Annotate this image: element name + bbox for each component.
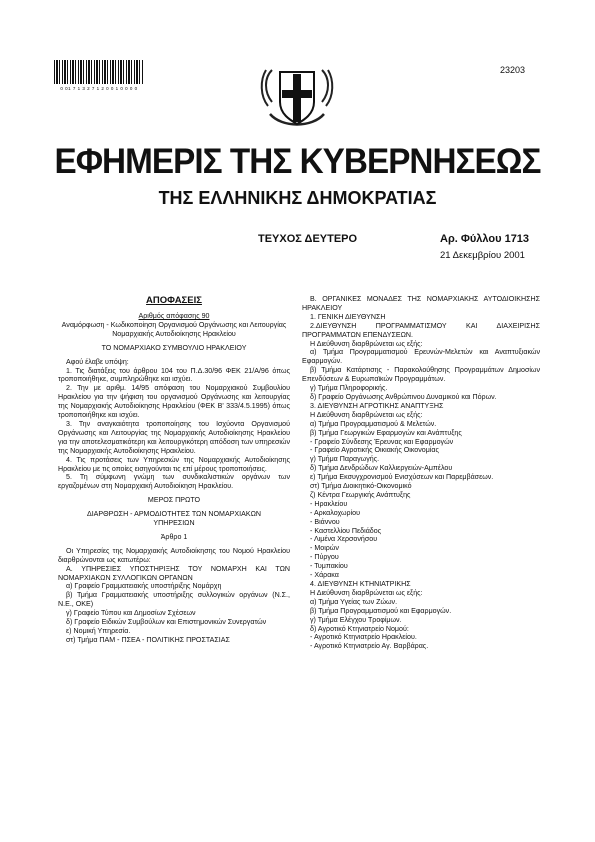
paragraph: 3. Την αναγκαιότητα τροποποίησης του Ισχύοντα Οργανισμού Οργάνωσης και Λειτουργίας της Νομαρχιακής Αυτοδιοίκησης Ηρακλείου για την αποτελεσματικότερη και λειτουργικότερη απόδοση των υπηρεσιών της Νομαρχιακής Αυτοδιοίκησης Ηρακλείου. [58, 419, 290, 455]
list-item: - Αγροτικό Κτηνιατρείο Αγ. Βαρβάρας. [310, 642, 429, 651]
paragraph: 4. Τις προτάσεις των Υπηρεσιών της Νομαρχιακής Αυτοδιοίκησης Ηρακλείου με τις οποίες εισηγούνται τις επί μέρους τροποποιήσεις. [58, 455, 290, 473]
section-heading: ΑΠΟΦΑΣΕΙΣ [146, 295, 202, 306]
list-item: - Γραφείο Σύνδεσης Έρευνας και Εφαρμογών [310, 437, 454, 446]
list-item: β) Τμήμα Κατάρτισης - Παρακολούθησης Προγραμμάτων Δημοσίων Επενδύσεων & Ευρωπαϊκών Προγραμμάτων. [302, 366, 540, 384]
barcode [54, 60, 144, 84]
paragraph: 1. Τις διατάξεις του άρθρου 104 του Π.Δ.30/96 ΦΕΚ 21/Α/96 όπως τροποποιήθηκε, συμπληρώθηκε και ισχύει. [58, 366, 290, 384]
list-item: ε) Νομική Υπηρεσία. [66, 627, 131, 635]
section-title: Β. ΟΡΓΑΝΙΚΕΣ ΜΟΝΑΔΕΣ ΤΗΣ ΝΟΜΑΡΧΙΑΚΗΣ ΑΥΤΟΔΙΟΙΚΗΣΗΣ ΗΡΑΚΛΕΙΟΥ [302, 295, 540, 312]
gazette-title: ΕΦΗΜΕΡΙΣ ΤΗΣ ΚΥΒΕΡΝΗΣΕΩΣ [54, 142, 541, 181]
list-item: δ) Γραφείο Ειδικών Συμβούλων και Επιστημονικών Συνεργατών [66, 618, 267, 627]
list-item: ζ) Κέντρα Γεωργικής Ανάπτυξης [310, 490, 411, 499]
list-item: - Αρκαλοχωρίου [310, 508, 360, 517]
paragraph: Α. ΥΠΗΡΕΣΙΕΣ ΥΠΟΣΤΗΡΙΞΗΣ ΤΟΥ ΝΟΜΑΡΧΗ ΚΑΙ ΤΩΝ ΝΟΜΑΡΧΙΑΚΩΝ ΣΥΛΛΟΓΙΚΩΝ ΟΡΓΑΝΩΝ [58, 564, 290, 582]
list-item: στ) Τμήμα Διοικητικό-Οικονομικό [310, 482, 412, 491]
list-item: - Ηρακλείου [310, 499, 348, 508]
list-item: Η Διεύθυνση διαρθρώνεται ως εξής: [310, 588, 423, 597]
left-column [58, 295, 290, 645]
list-item: Η Διεύθυνση διαρθρώνεται ως εξής: [310, 339, 423, 348]
list-item: β) Τμήμα Προγραμματισμού και Εφαρμογών. [310, 606, 452, 615]
list-item: γ) Τμήμα Ελέγχου Τροφίμων. [310, 615, 402, 624]
issue-date: 21 Δεκεμβρίου 2001 [440, 250, 525, 261]
list-item: γ) Τμήμα Παραγωγής. [310, 455, 380, 464]
paragraph: 2. Την με αριθμ. 14/95 απόφαση του Νομαρχιακού Συμβουλίου Ηρακλείου για την ψήφιση του οργανισμού Οργάνωσης και λειτουργίας της Νομαρχιακής Αυτοδιοίκησης Ηρακλείου (ΦΕΚ Β' 333/4.5.1995) όπως τροποποιήθηκε και ισχύει. [58, 384, 290, 420]
list-item: - Τυμπακίου [310, 562, 348, 571]
list-item: - Χάρακα [310, 571, 339, 580]
list-item: α) Γραφείο Γραμματειακής υποστήριξης Νομάρχη [66, 582, 222, 591]
part-title: ΥΠΗΡΕΣΙΩΝ [153, 519, 195, 528]
paragraph: Οι Υπηρεσίες της Νομαρχιακής Αυτοδιοίκησης του Νομού Ηρακλείου διαρθρώνονται ως κατωτέρω: [58, 546, 290, 564]
list-item: γ) Τμήμα Πληροφορικής. [310, 384, 388, 393]
gazette-subtitle: ΤΗΣ ΕΛΛΗΝΙΚΗΣ ΔΗΜΟΚΡΑΤΙΑΣ [158, 188, 437, 208]
directorate-heading: 4. ΔΙΕΥΘΥΝΣΗ ΚΤΗΝΙΑΤΡΙΚΗΣ [310, 580, 411, 588]
list-item: - Βιάννου [310, 517, 340, 526]
part-label: ΜΕΡΟΣ ΠΡΩΤΟ [147, 496, 201, 505]
right-column [302, 295, 540, 651]
issue-label: ΤΕΥΧΟΣ ΔΕΥΤΕΡΟ [258, 233, 358, 245]
list-item: α) Τμήμα Προγραμματισμού Ερευνών-Μελετών και Αναπτυξιακών Εφαρμογών. [302, 348, 540, 366]
list-item: - Καστελλίου Πεδιάδος [310, 526, 382, 535]
list-item: Η Διεύθυνση διαρθρώνεται ως εξής: [310, 410, 423, 419]
paragraph: Αφού έλαβε υπόψη: [66, 357, 129, 366]
list-item: - Αγροτικό Κτηνιατρείο Ηρακλείου. [310, 633, 417, 642]
list-item: - Πύργου [310, 553, 339, 562]
list-item: δ) Τμήμα Δενδρώδων Καλλιεργειών-Αμπέλου [310, 464, 453, 473]
list-item: δ) Αγροτικό Κτηνιατρείο Νομού: [310, 624, 409, 633]
list-item: γ) Γραφείο Τύπου και Δημοσίων Σχέσεων [66, 609, 196, 618]
list-item: δ) Γραφείο Οργάνωσης Ανθρώπινου Δυναμικού και Πόρων. [310, 392, 497, 401]
directorate-heading: 2.ΔΙΕΥΘΥΝΣΗ ΠΡΟΓΡΑΜΜΑΤΙΣΜΟΥ ΚΑΙ ΔΙΑΧΕΙΡΙΣΗΣ ΠΡΟΓΡΑΜΜΑΤΩΝ ΕΠΕΝΔΥΣΕΩΝ. [302, 321, 540, 339]
list-item: - Μοιρών [310, 544, 339, 553]
barcode-number: 0 01 7 1 3 2 7 1 2 0 0 1 0 0 0 0 [60, 86, 138, 91]
decision-title: Αναμόρφωση - Κωδικοποίηση Οργανισμού Οργάνωσης και Λειτουργίας Νομαρχιακής Αυτοδιοίκησης Ηρακλείου [61, 320, 287, 338]
list-item: στ) Τμήμα ΠΑΜ - ΠΣΕΑ - ΠΟΛΙΤΙΚΗΣ ΠΡΟΣΤΑΣΙΑΣ [66, 635, 230, 644]
list-item: α) Τμήμα Προγραμματισμού & Μελετών. [310, 419, 437, 428]
decision-number: Αριθμός απόφασης 90 [138, 312, 210, 320]
paragraph: 5. Τη σύμφωνη γνώμη των συνδικαλιστικών οργάνων των εργαζομένων στη Νομαρχιακή Αυτοδιοίκηση Ηρακλείου. [58, 473, 290, 491]
page-number: 23203 [500, 65, 526, 75]
directorate-heading: 3. ΔΙΕΥΘΥΝΣΗ ΑΓΡΟΤΙΚΗΣ ΑΝΑΠΤΥΞΗΣ [310, 401, 444, 410]
list-item: - Γραφείο Αγροτικής Οικιακής Οικονομίας [310, 446, 439, 455]
sheet-number: Αρ. Φύλλου 1713 [440, 233, 530, 245]
list-item: β) Τμήμα Γραμματειακής υποστήριξης συλλογικών οργάνων (Ν.Σ., Ν.Ε., ΟΚΕ) [58, 591, 290, 609]
directorate-heading: 1. ΓΕΝΙΚΗ ΔΙΕΥΘΥΝΣΗ [310, 312, 386, 321]
greek-coat-of-arms-icon [258, 62, 336, 132]
article-label: Άρθρο 1 [160, 532, 188, 541]
part-title: ΔΙΑΡΘΡΩΣΗ - ΑΡΜΟΔΙΟΤΗΤΕΣ ΤΩΝ ΝΟΜΑΡΧΙΑΚΩΝ [86, 510, 262, 519]
list-item: α) Τμήμα Υγείας των Ζώων. [310, 597, 398, 606]
council-name: ΤΟ ΝΟΜΑΡΧΙΑΚΟ ΣΥΜΒΟΥΛΙΟ ΗΡΑΚΛΕΙΟΥ [101, 343, 247, 352]
list-item: ε) Τμήμα Εκσυγχρονισμού Ενισχύσεων και Παρεμβάσεων. [310, 473, 494, 482]
list-item: - Λιμένα Χερσονήσου [310, 535, 378, 544]
list-item: β) Τμήμα Γεωργικών Εφαρμογών και Ανάπτυξης [310, 428, 462, 437]
